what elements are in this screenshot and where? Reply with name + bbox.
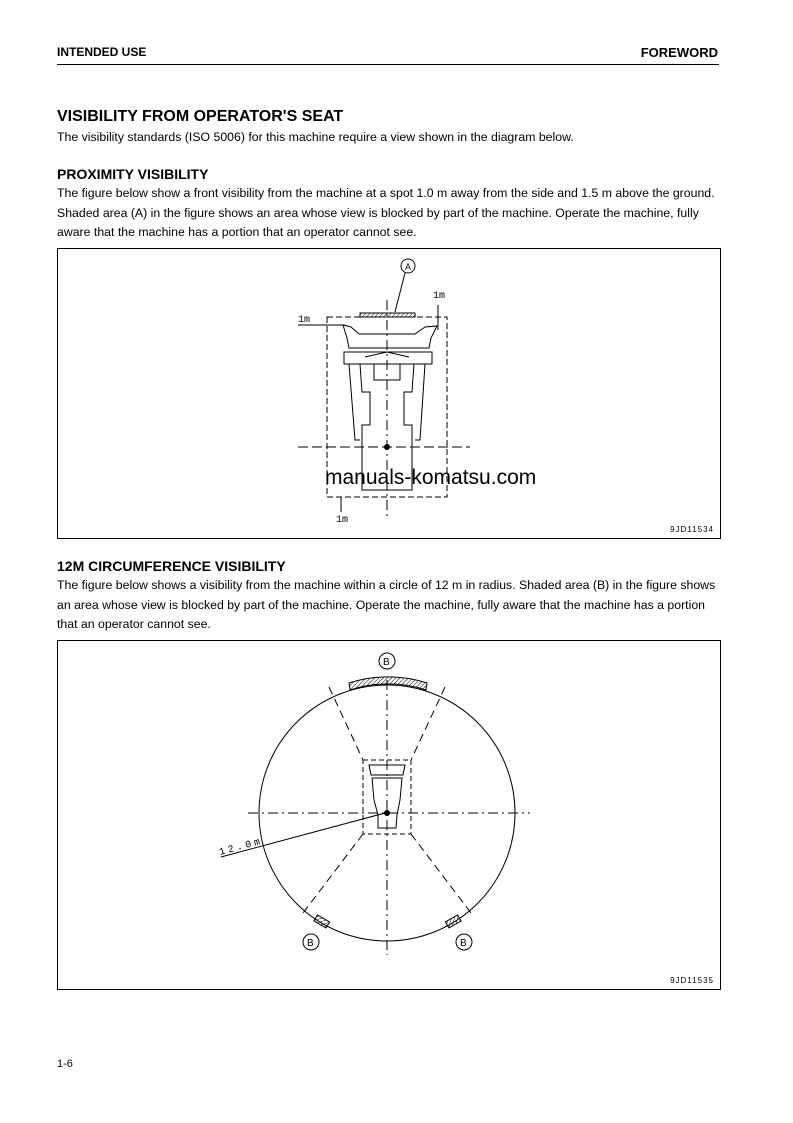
watermark: manuals-komatsu.com bbox=[325, 466, 537, 489]
label-a: A bbox=[405, 262, 412, 272]
circumference-heading: 12M CIRCUMFERENCE VISIBILITY bbox=[57, 558, 286, 574]
header-chapter: FOREWORD bbox=[640, 45, 718, 60]
shaded-area-b-left bbox=[314, 915, 330, 928]
dim-bottom: 1m bbox=[336, 515, 349, 526]
machine-center-dot bbox=[384, 444, 390, 450]
circumference-diagram bbox=[221, 653, 530, 955]
circumference-text: The figure below shows a visibility from the machine within a circle of 12 m in radius. Shaded area (B) in the figure shows an area whose view is blocked by part of the machine. Operate the machine, fully aware that the machine has a portion that an operator cannot see. bbox=[57, 578, 716, 631]
header-section: INTENDED USE bbox=[57, 45, 147, 59]
radius-label: 12.0m bbox=[218, 836, 265, 859]
figure-code: 9JD11535 bbox=[670, 976, 714, 985]
shaded-area-b-right bbox=[445, 915, 461, 928]
dim-top: 1m bbox=[433, 291, 446, 302]
proximity-text: The figure below show a front visibility from the machine at a spot 1.0 m away from the side and 1.5 m above the ground. Shaded area (A) in the figure shows an area whose view is blocked by part of the machine. Operate the machine, fully aware that the machine has a portion that an operator cannot see. bbox=[57, 186, 715, 239]
figure-code: 9JD11534 bbox=[670, 525, 714, 534]
label-b: B bbox=[460, 938, 467, 949]
label-b: B bbox=[383, 657, 390, 668]
intro-text: The visibility standards (ISO 5006) for this machine require a view shown in the diagram below. bbox=[57, 130, 574, 144]
label-b: B bbox=[307, 938, 314, 949]
shaded-area-a bbox=[360, 313, 415, 317]
dim-left: 1m bbox=[298, 315, 311, 326]
proximity-heading: PROXIMITY VISIBILITY bbox=[57, 166, 209, 182]
page-number: 1-6 bbox=[57, 1058, 73, 1070]
page-title: VISIBILITY FROM OPERATOR'S SEAT bbox=[57, 108, 344, 125]
